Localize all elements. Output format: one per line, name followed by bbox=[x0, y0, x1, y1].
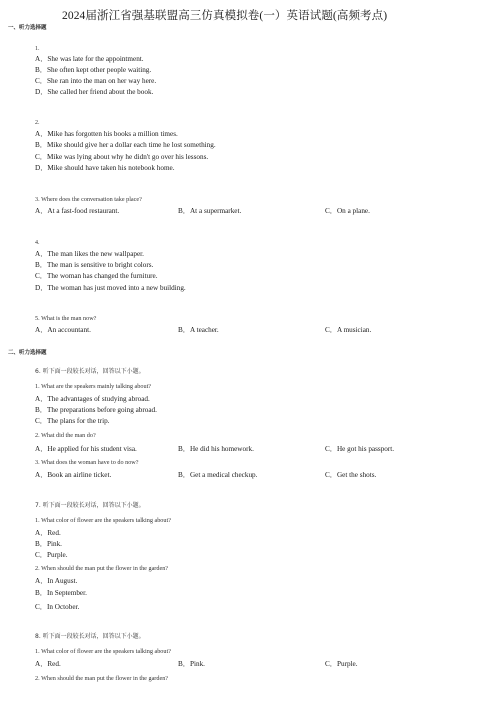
sub-question-stem: 1. What are the speakers mainly talking about? bbox=[35, 383, 152, 390]
question-intro: 8. 听下面一段较长对话，回答以下小题。 bbox=[35, 633, 145, 640]
option-b: B．The preparations before going abroad. bbox=[35, 406, 157, 414]
option-a: A．In August. bbox=[35, 577, 78, 585]
question-number: 4. bbox=[35, 240, 40, 246]
option-c: C．She ran into the man on her way here. bbox=[35, 77, 157, 85]
option-b: B．Mike should give her a dollar each time he lost something. bbox=[35, 141, 216, 149]
option-d: D．She called her friend about the book. bbox=[35, 88, 154, 96]
question-intro: 7. 听下面一段较长对话，回答以下小题。 bbox=[35, 502, 145, 509]
option-c: C．A musician. bbox=[325, 326, 372, 334]
option-a: A．Red. bbox=[35, 529, 61, 537]
option-c: C．Purple. bbox=[35, 551, 68, 559]
question-number: 2. bbox=[35, 120, 40, 126]
option-b: B．Get a medical checkup. bbox=[178, 471, 258, 479]
question-stem: 5. What is the man now? bbox=[35, 315, 97, 322]
option-c: C．In October. bbox=[35, 603, 80, 611]
option-b: B．She often kept other people waiting. bbox=[35, 66, 152, 74]
sub-question-stem: 1. What color of flower are the speakers talking about? bbox=[35, 648, 171, 655]
option-b: B．Pink. bbox=[178, 660, 205, 668]
sub-question-stem: 2. When should the man put the flower in the garden? bbox=[35, 675, 169, 682]
option-a: A．He applied for his student visa. bbox=[35, 445, 137, 453]
sub-question-stem: 3. What does the woman have to do now? bbox=[35, 459, 139, 466]
option-b: B．A teacher. bbox=[178, 326, 219, 334]
option-b: B．Pink. bbox=[35, 540, 62, 548]
question-stem: 3. Where does the conversation take place? bbox=[35, 196, 142, 203]
sub-question-stem: 2. What did the man do? bbox=[35, 432, 96, 439]
sub-question-stem: 1. What color of flower are the speakers talking about? bbox=[35, 517, 171, 524]
option-a: A．She was late for the appointment. bbox=[35, 55, 144, 63]
option-c: C．Purple. bbox=[325, 660, 358, 668]
option-b: B．The man is sensitive to bright colors. bbox=[35, 261, 154, 269]
option-a: A．The advantages of studying abroad. bbox=[35, 395, 150, 403]
option-a: A．Red. bbox=[35, 660, 61, 668]
option-a: A．The man likes the new wallpaper. bbox=[35, 250, 144, 258]
section-heading-2: 二、听力选择题 bbox=[8, 350, 47, 356]
option-c: C．On a plane. bbox=[325, 207, 370, 215]
option-a: A．An accountant. bbox=[35, 326, 91, 334]
option-c: C．Get the shots. bbox=[325, 471, 377, 479]
option-b: B．In September. bbox=[35, 589, 87, 597]
question-number: 1. bbox=[35, 46, 40, 52]
option-c: C．Mike was lying about why he didn't go over his lessons. bbox=[35, 153, 209, 161]
option-a: A．At a fast-food restaurant. bbox=[35, 207, 120, 215]
option-a: A．Book an airline ticket. bbox=[35, 471, 112, 479]
option-b: B．At a supermarket. bbox=[178, 207, 242, 215]
option-c: C．He got his passport. bbox=[325, 445, 395, 453]
option-b: B．He did his homework. bbox=[178, 445, 254, 453]
option-a: A．Mike has forgotten his books a million times. bbox=[35, 130, 178, 138]
page-title: 2024届浙江省强基联盟高三仿真模拟卷(一）英语试题(高频考点) bbox=[62, 10, 388, 22]
sub-question-stem: 2. When should the man put the flower in the garden? bbox=[35, 565, 169, 572]
option-c: C．The plans for the trip. bbox=[35, 417, 110, 425]
section-heading-1: 一、听力选择题 bbox=[8, 25, 47, 31]
option-d: D．Mike should have taken his notebook home. bbox=[35, 164, 175, 172]
option-d: D．The woman has just moved into a new building. bbox=[35, 284, 186, 292]
question-intro: 6. 听下面一段较长对话，回答以下小题。 bbox=[35, 368, 145, 375]
option-c: C．The woman has changed the furniture. bbox=[35, 272, 158, 280]
